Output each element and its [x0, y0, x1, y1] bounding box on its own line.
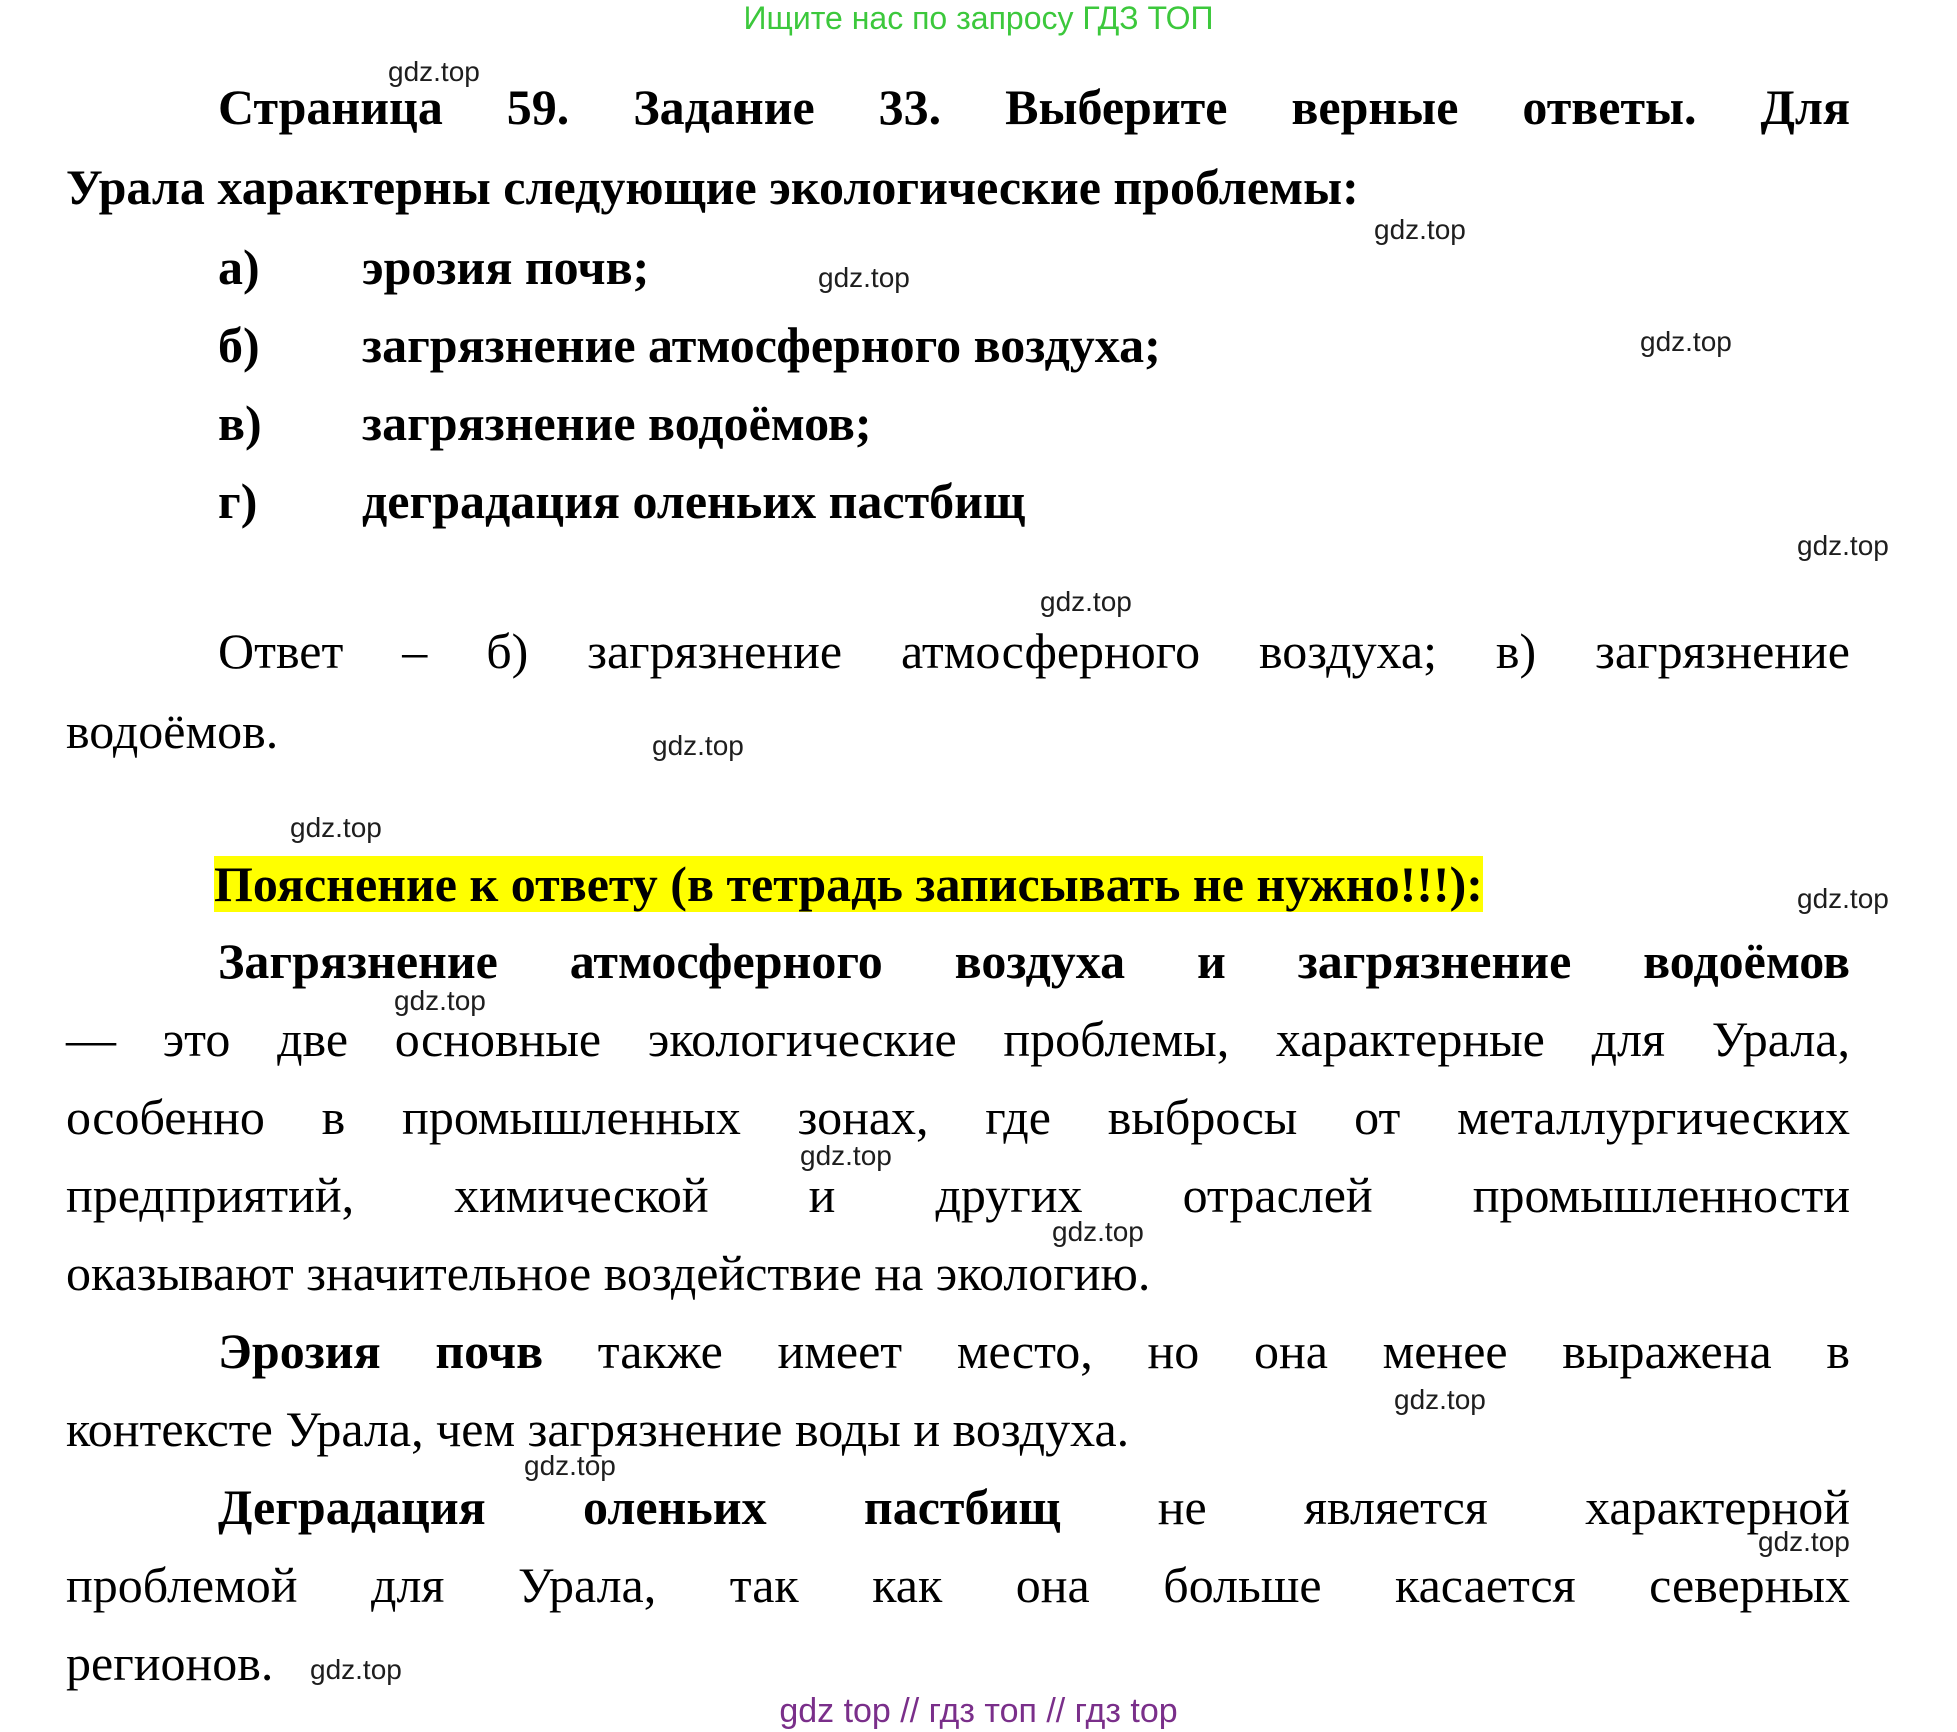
para2-rest: также имеет место, но она менее выражена в [543, 1323, 1850, 1379]
answer-line-1: Ответ – б) загрязнение атмосферного воздуха; в) загрязнение [218, 623, 1850, 679]
watermark: gdz.top [290, 812, 382, 843]
watermark: gdz.top [652, 730, 744, 761]
para3-line-3: регионов. [66, 1635, 274, 1691]
watermark: gdz.top [1640, 326, 1732, 357]
search-banner: Ищите нас по запросу ГДЗ ТОП [743, 0, 1214, 36]
question-line-1: Страница 59. Задание 33. Выберите верные ответы. Для [218, 79, 1850, 135]
watermark: gdz.top [1374, 214, 1466, 245]
option-c-letter: в) [218, 395, 262, 451]
watermark: gdz.top [310, 1654, 402, 1685]
option-b-letter: б) [218, 317, 260, 373]
para3-rest: не является характерной [1060, 1479, 1850, 1535]
watermark: gdz.top [1052, 1216, 1144, 1247]
para3-line-1 [218, 1478, 1850, 1536]
watermark: gdz.top [394, 985, 486, 1016]
para1-line-3: особенно в промышленных зонах, где выбросы от металлургических [66, 1089, 1850, 1145]
explanation-heading [214, 855, 1483, 913]
footer-credits: gdz top // гдз топ // гдз top [779, 1692, 1178, 1730]
watermark: gdz.top [388, 56, 480, 87]
watermark: gdz.top [1040, 586, 1132, 617]
option-a-letter: а) [218, 239, 260, 295]
para3-line-2: проблемой для Урала, так как она больше касается северных [66, 1557, 1850, 1613]
watermark: gdz.top [1797, 883, 1889, 914]
option-d-letter: г) [218, 473, 258, 529]
para2-bold: Эрозия почв [218, 1323, 544, 1379]
option-d-text: деградация оленьих пастбищ [362, 473, 1026, 529]
watermark: gdz.top [1394, 1384, 1486, 1415]
watermark: gdz.top [1758, 1526, 1850, 1557]
para2-line-2: контексте Урала, чем загрязнение воды и воздуха. [66, 1401, 1130, 1457]
para1-line-5: оказывают значительное воздействие на экологию. [66, 1245, 1151, 1301]
para3-bold: Деградация оленьих пастбищ [218, 1479, 1061, 1535]
watermark: gdz.top [524, 1450, 616, 1481]
watermark: gdz.top [818, 262, 910, 293]
watermark: gdz.top [800, 1140, 892, 1171]
para2-line-1 [218, 1322, 1850, 1380]
para1-line-2: — это две основные экологические проблемы, характерные для Урала, [66, 1011, 1850, 1067]
explanation-heading-text: Пояснение к ответу (в тетрадь записывать не нужно!!!): [214, 856, 1483, 912]
option-b-text: загрязнение атмосферного воздуха; [362, 317, 1161, 373]
answer-line-2: водоёмов. [66, 703, 279, 759]
option-a-text: эрозия почв; [362, 239, 650, 295]
question-line-2: Урала характерны следующие экологические проблемы: [66, 159, 1359, 215]
option-c-text: загрязнение водоёмов; [362, 395, 872, 451]
para1-line-4: предприятий, химической и других отраслей промышленности [66, 1167, 1850, 1223]
watermark: gdz.top [1797, 530, 1889, 561]
para1-bold-line: Загрязнение атмосферного воздуха и загрязнение водоёмов [218, 933, 1850, 989]
